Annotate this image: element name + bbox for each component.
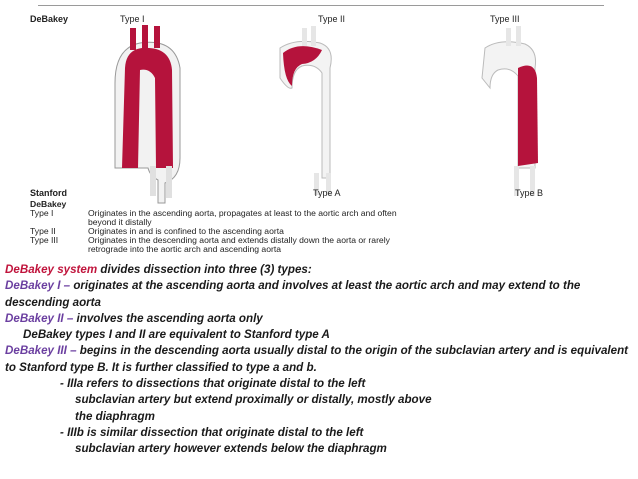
iiia-line-1: - IIIa refers to dissections that originate distal to the left xyxy=(60,377,366,391)
legend-value: retrograde into the aortic arch and ascending aorta xyxy=(88,244,282,254)
iiia-line-2: subclavian artery but extend proximally or distally, mostly above xyxy=(75,393,432,407)
legend-value: Originates in and is confined to the ascending aorta xyxy=(88,226,284,236)
debakey-i-text: originates at the ascending aorta and involves at least the aortic arch and may extend to the descending aorta xyxy=(5,279,581,309)
debakey-ii-text: involves the ascending aorta only xyxy=(73,311,263,325)
legend-value: Originates in the descending aorta and extends distally down the aorta or rarely xyxy=(88,235,390,245)
type-a-label: Type A xyxy=(313,188,341,198)
legend-key: Type III xyxy=(30,235,59,245)
type-ii-label: Type II xyxy=(318,14,346,24)
intro-line xyxy=(5,262,631,278)
iiia-line-3: the diaphragm xyxy=(75,409,155,423)
debakey-system-term: DeBakey system xyxy=(5,263,98,276)
debakey-ii-label: DeBakey II – xyxy=(5,311,74,325)
type-b-label: Type B xyxy=(515,188,544,198)
iiib-line-1: - IIIb is similar dissection that originate distal to the left xyxy=(60,425,364,439)
legend-key xyxy=(30,245,88,254)
type-iii-label: Type III xyxy=(490,14,520,24)
type-ii-aorta xyxy=(280,26,331,195)
legend-key: Type II xyxy=(30,226,56,236)
legend-key: Type I xyxy=(30,208,54,218)
debakey-iii-label: DeBakey III – xyxy=(5,344,77,358)
aorta-illustrations xyxy=(30,8,610,208)
intro-rest: divides dissection into three (3) types: xyxy=(97,263,312,276)
iiib-line-2: subclavian artery however extends below the diaphragm xyxy=(75,442,387,456)
equivalence-line: DeBakey types I and II are equivalent to Stanford type A xyxy=(23,328,330,342)
legend-value: Originates in the ascending aorta, propagates at least to the aortic arch and often xyxy=(88,208,397,218)
legend-value: beyond it distally xyxy=(88,217,152,227)
debakey-i-label: DeBakey I – xyxy=(5,279,71,293)
debakey-iii-line xyxy=(5,343,631,376)
debakey-iii-text: begins in the descending aorta usually distal to the origin of the subclavian artery and is equivalent to Stanford type B. It is further classified to type a and b. xyxy=(5,344,629,374)
figure-legend xyxy=(30,200,590,254)
debakey-ii-line xyxy=(5,311,631,327)
type-iii-aorta xyxy=(482,26,538,196)
stanford-label: Stanford xyxy=(30,188,67,198)
legend-row xyxy=(30,245,590,254)
type-i-label: Type I xyxy=(120,14,145,24)
debakey-label: DeBakey xyxy=(30,14,69,24)
type-i-aorta xyxy=(115,25,180,203)
legend-heading: DeBakey xyxy=(30,199,67,209)
top-rule xyxy=(38,5,604,6)
body-text xyxy=(5,262,631,458)
debakey-i-line xyxy=(5,278,631,311)
